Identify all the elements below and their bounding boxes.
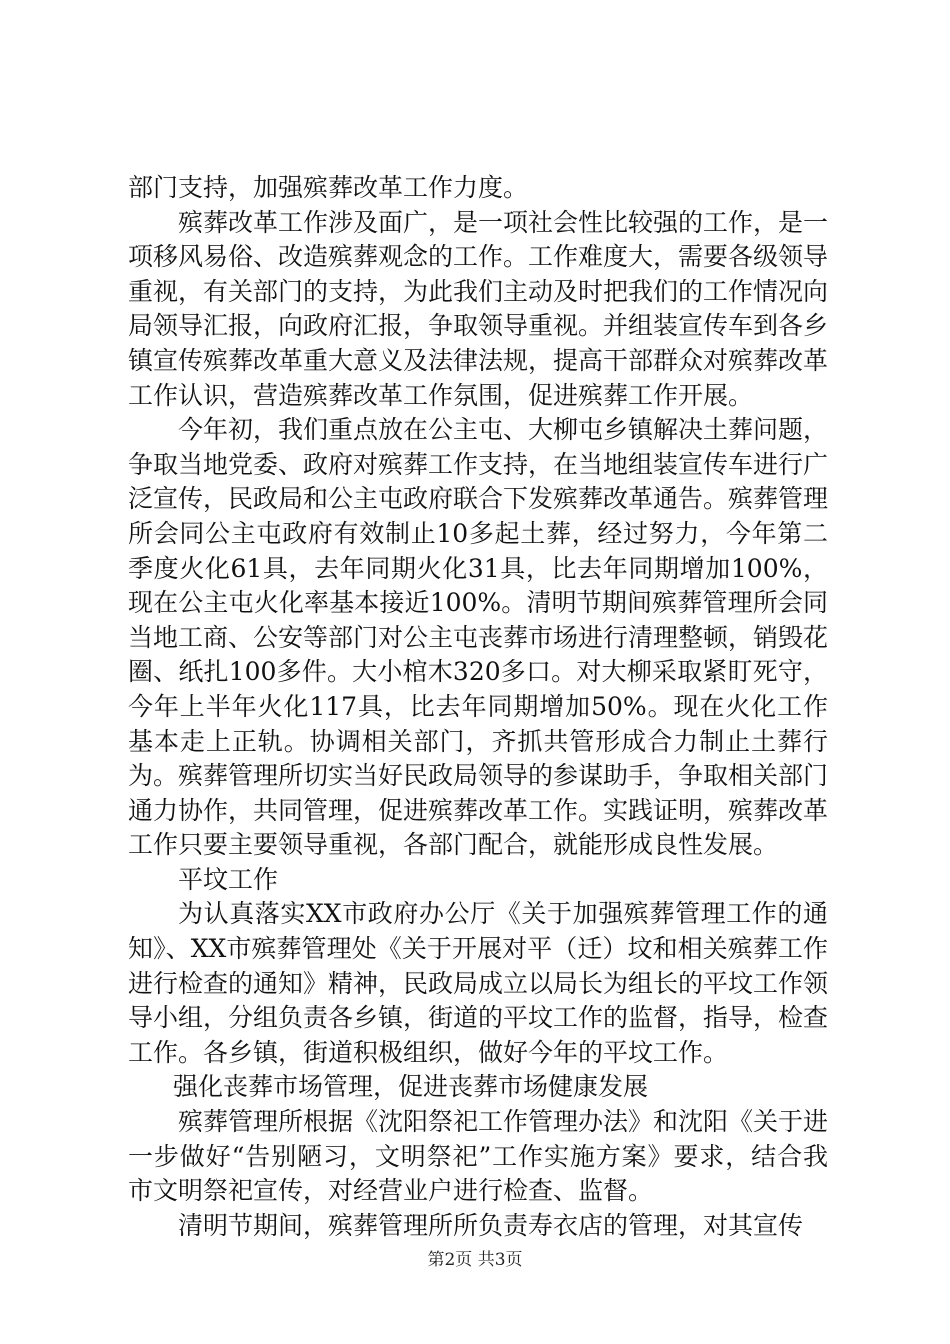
paragraph-4: 为认真落实XX市政府办公厅《关于加强殡葬管理工作的通知》、XX市殡葬管理处《关于开展对平（迁）坟和相关殡葬工作进行检查的通知》精神，民政局成立以局长为组长的平坟工作领导小组，分组负责各乡镇，街道的平坟工作的监督，指导，检查工作。各乡镇，街道积极组织，做好今年的平坟工作。 [128, 899, 829, 1067]
section-heading-market: 强化丧葬市场管理，促进丧葬市场健康发展 [173, 1072, 649, 1102]
paragraph-1: 部门支持，加强殡葬改革工作力度。 [128, 173, 529, 202]
paragraph-5: 殡葬管理所根据《沈阳祭祀工作管理办法》和沈阳《关于进一步做好“告别陋习，文明祭祀”工作实施方案》要求，结合我市文明祭祀宣传，对经营业户进行检查、监督。 [128, 1107, 829, 1206]
page-number-footer: 第2页 共3页 [427, 1250, 523, 1270]
paragraph-6: 清明节期间，殡葬管理所所负责寿衣店的管理，对其宣传 [178, 1210, 804, 1240]
paragraph-3: 今年初，我们重点放在公主屯、大柳屯乡镇解决土葬问题，争取当地党委、政府对殡葬工作支持，在当地组装宣传车进行广泛宣传，民政局和公主屯政府联合下发殡葬改革通告。殡葬管理所会同公主屯政府有效制止10多起土葬，经过努力，今年第二季度火化61具，去年同期火化31具，比去年同期增加100%，现在公主屯火化率基本接近100%。清明节期间殡葬管理所会同当地工商、公安等部门对公主屯丧葬市场进行清理整顿，销毁花圈、纸扎100多件。大小棺木320多口。对大柳采取紧盯死守，今年上半年火化117具，比去年同期增加50%。现在火化工作基本走上正轨。协调相关部门，齐抓共管形成合力制止土葬行为。殡葬管理所切实当好民政局领导的参谋助手，争取相关部门通力协作，共同管理，促进殡葬改革工作。实践证明，殡葬改革工作只要主要领导重视，各部门配合，就能形成良性发展。 [128, 415, 829, 860]
document-body [128, 171, 828, 1243]
paragraph-2: 殡葬改革工作涉及面广，是一项社会性比较强的工作，是一项移风易俗、改造殡葬观念的工作。工作难度大，需要各级领导重视，有关部门的支持，为此我们主动及时把我们的工作情况向局领导汇报，向政府汇报，争取领导重视。并组装宣传车到各乡镇宣传殡葬改革重大意义及法律法规，提高干部群众对殡葬改革工作认识，营造殡葬改革工作氛围，促进殡葬工作开展。 [128, 207, 829, 410]
section-heading-pingfen: 平坟工作 [178, 864, 279, 894]
